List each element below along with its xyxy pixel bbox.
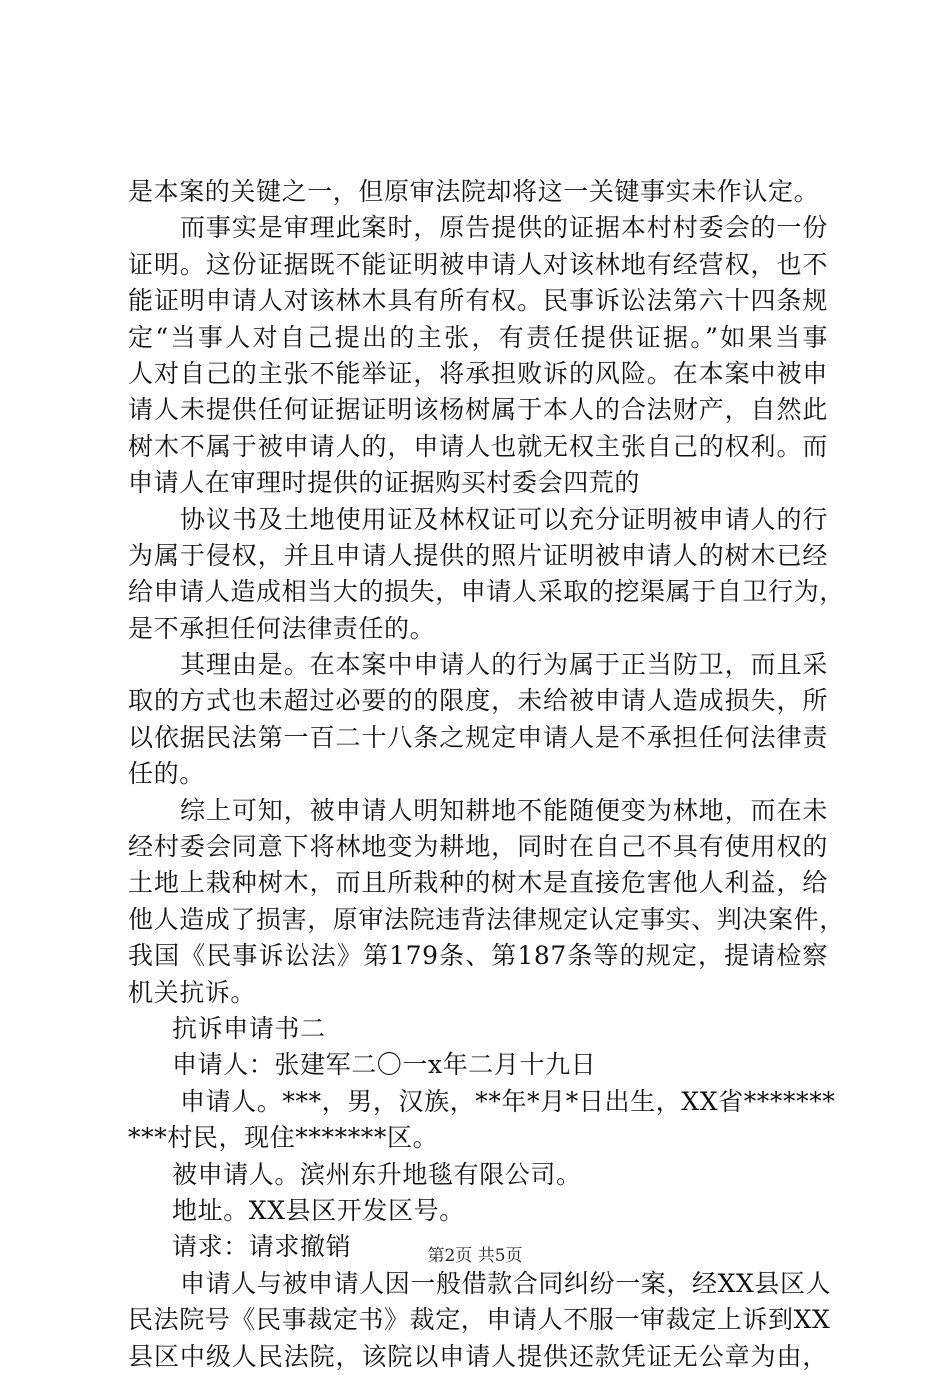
text-line: 申请人在审理时提供的证据购买村委会四荒的 [128, 468, 641, 498]
text-line: 申请人。***，男，汉族，**年*月*日出生，XX省******* [180, 1086, 836, 1116]
text-line: 申请人：张建军二〇一x年二月十九日 [172, 1050, 597, 1080]
text-line: 证明。这份证据既不能证明被申请人对该林地有经营权，也不 [128, 249, 828, 279]
text-line: 县区中级人民法院，该院以申请人提供还款凭证无公章为由， [128, 1341, 828, 1371]
text-line: 我国《民事诉讼法》第179条、第187条等的规定，提请检察 [128, 941, 828, 971]
text-line: 其理由是。在本案中申请人的行为属于正当防卫，而且采 [180, 650, 828, 680]
text-line: 机关抗诉。 [128, 977, 257, 1007]
text-line: 是本案的关键之一，但原审法院却将这一关键事实未作认定。 [128, 177, 820, 206]
text-line: 为属于侵权，并且申请人提供的照片证明被申请人的树木已经 [128, 540, 828, 570]
section-heading: 抗诉申请书二 [172, 1013, 326, 1043]
text-line: 他人造成了损害，原审法院违背法律规定认定事实、判决案件， [128, 904, 845, 934]
text-line: 经村委会同意下将林地变为耕地，同时在自己不具有使用权的 [128, 832, 828, 862]
document-body [128, 174, 845, 1375]
text-line: 能证明申请人对该林木具有所有权。民事诉讼法第六十四条规 [128, 286, 828, 316]
text-line: 土地上栽种树木，而且所栽种的树木是直接危害他人利益，给 [128, 868, 828, 898]
text-line: 被申请人。滨州东升地毯有限公司。 [172, 1159, 582, 1189]
text-line: 任的。 [128, 759, 205, 789]
text-line: 人对自己的主张不能举证，将承担败诉的风险。在本案中被申 [128, 358, 828, 388]
text-line: ***村民，现住*******区。 [128, 1123, 439, 1153]
text-line: 地址。XX县区开发区号。 [172, 1195, 465, 1225]
page-footer: 第2页 共5页 [427, 1246, 523, 1266]
text-line: 协议书及土地使用证及林权证可以充分证明被申请人的行 [180, 504, 828, 534]
text-line: 定“当事人对自己提出的主张，有责任提供证据。”如果当事 [128, 322, 828, 352]
text-line: 树木不属于被申请人的，申请人也就无权主张自己的权利。而 [128, 431, 828, 461]
text-line: 取的方式也未超过必要的的限度，未给被申请人造成损失，所 [128, 686, 828, 716]
text-line: 民法院号《民事裁定书》裁定，申请人不服一审裁定上诉到XX [128, 1305, 831, 1335]
text-line: 是不承担任何法律责任的。 [128, 613, 436, 643]
text-line: 而事实是审理此案时，原告提供的证据本村村委会的一份 [180, 213, 828, 243]
text-line: 以依据民法第一百二十八条之规定申请人是不承担任何法律责 [128, 722, 828, 752]
text-line: 申请人与被申请人因一般借款合同纠纷一案，经XX县区人 [180, 1268, 832, 1298]
text-line: 请求：请求撤销 [172, 1232, 352, 1262]
text-line: 给申请人造成相当大的损失，申请人采取的挖渠属于自卫行为， [128, 577, 845, 607]
text-line: 请人未提供任何证据证明该杨树属于本人的合法财产，自然此 [128, 395, 828, 425]
text-line: 综上可知，被申请人明知耕地不能随便变为林地，而在未 [180, 795, 828, 825]
